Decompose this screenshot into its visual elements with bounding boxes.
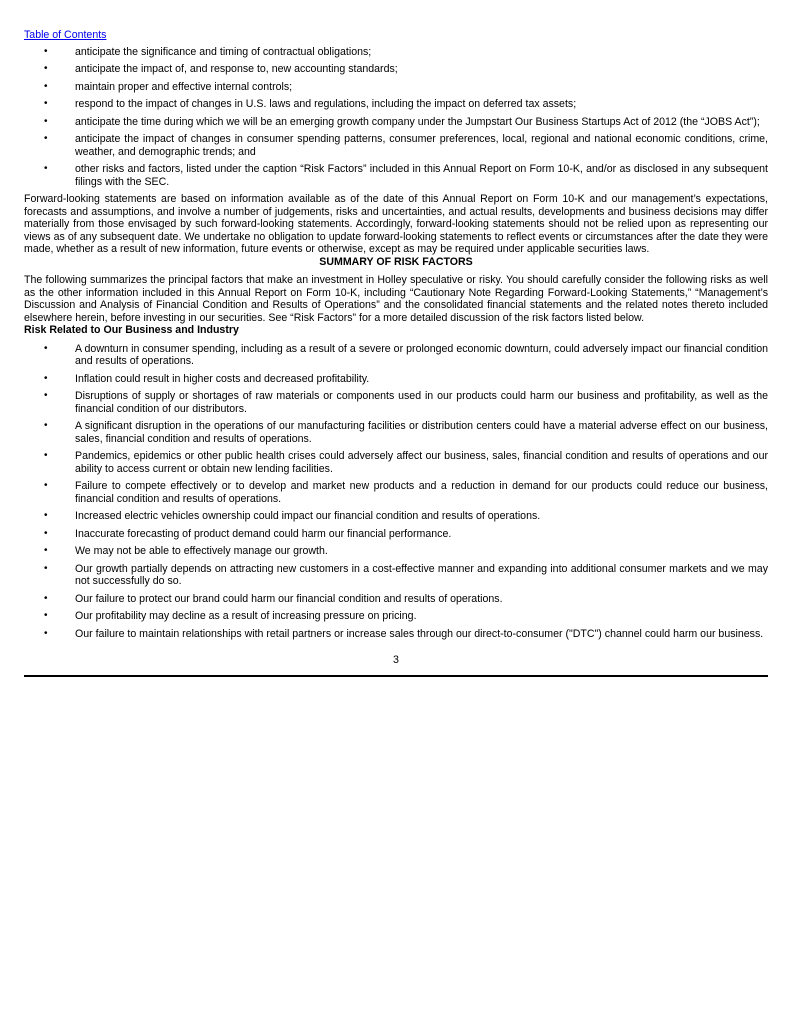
list-item: • Our growth partially depends on attracting new customers in a cost-effective manner and expanding into additional consumer markets and we may not successfully do so. (24, 563, 768, 588)
list-item: • A significant disruption in the operations of our manufacturing facilities or distribution centers could have a material adverse effect on our business, sales, financial condition and results of operations. (24, 420, 768, 445)
page-divider (24, 675, 768, 677)
list-item: • Disruptions of supply or shortages of raw materials or components used in our products could harm our business and profitability, as well as the financial condition of our distributors. (24, 390, 768, 415)
list-item: • anticipate the impact of changes in consumer spending patterns, consumer preferences, local, regional and national economic conditions, crime, weather, and demographic trends; and (24, 133, 768, 158)
list-item: • anticipate the time during which we will be an emerging growth company under the Jumpstart Our Business Startups Act of 2012 (the “JOBS Act”); (24, 116, 768, 129)
list-item: • anticipate the significance and timing of contractual obligations; (24, 46, 768, 59)
list-item: • Our failure to maintain relationships with retail partners or increase sales through our direct-to-consumer ("DTC") channel could harm our business. (24, 628, 768, 641)
list-item: • Failure to compete effectively or to develop and market new products and a reduction in demand for our products could reduce our business, financial condition and results of operations. (24, 480, 768, 505)
list-item: • Increased electric vehicles ownership could impact our financial condition and results of operations. (24, 510, 768, 523)
list-item: • We may not be able to effectively manage our growth. (24, 545, 768, 558)
list-item: • A downturn in consumer spending, including as a result of a severe or prolonged economic downturn, could adversely impact our financial condition and results of operations. (24, 343, 768, 368)
list-item: • anticipate the impact of, and response to, new accounting standards; (24, 63, 768, 76)
summary-heading: SUMMARY OF RISK FACTORS (319, 255, 473, 268)
page-number: 3 (393, 654, 399, 666)
document-page (24, 29, 768, 677)
intro-bullet-list (24, 46, 768, 189)
list-item: • Our failure to protect our brand could harm our financial condition and results of operations. (24, 593, 768, 606)
list-item: • other risks and factors, listed under the caption “Risk Factors” included in this Annual Report on Form 10-K, and/or as disclosed in any subsequent filings with the SEC. (24, 163, 768, 188)
list-item: • maintain proper and effective internal controls; (24, 81, 768, 94)
table-of-contents-link[interactable]: Table of Contents (24, 29, 107, 41)
list-item: • Inaccurate forecasting of product demand could harm our financial performance. (24, 528, 768, 541)
risk-subheading: Risk Related to Our Business and Industry (24, 324, 239, 336)
list-item: • respond to the impact of changes in U.S. laws and regulations, including the impact on deferred tax assets; (24, 98, 768, 111)
risk-bullet-list (24, 343, 768, 641)
forward-looking-paragraph: Forward-looking statements are based on information available as of the date of this Annual Report on Form 10-K and our management’s expectations, forecasts and assumptions, and involve a number of judgements, risks and uncertainties, and actual results, developments and business decisions may differ materially from those envisaged by such forward-looking statements. Accordingly, forward-looking statements should not be relied upon as representing our views as of any subsequent date. We undertake no obligation to update forward-looking statements to reflect events or circumstances after the date they were made, whether as a result of new information, future events or otherwise, except as may be required under applicable securities laws. (24, 193, 768, 255)
list-item: • Pandemics, epidemics or other public health crises could adversely affect our business, sales, financial condition and results of operations and our ability to access current or obtain new lending facilities. (24, 450, 768, 475)
list-item: • Our profitability may decline as a result of increasing pressure on pricing. (24, 610, 768, 623)
list-item: • Inflation could result in higher costs and decreased profitability. (24, 373, 768, 386)
summary-paragraph: The following summarizes the principal factors that make an investment in Holley speculative or risky. You should carefully consider the following risks as well as the other information included in this Annual Report on Form 10-K, including “Cautionary Note Regarding Forward-Looking Statements,” “Management’s Discussion and Analysis of Financial Condition and Results of Operations” and the consolidated financial statements and the related notes thereto included elsewhere herein, before investing in our securities. See “Risk Factors” for a more detailed discussion of the risk factors listed below. (24, 274, 768, 324)
